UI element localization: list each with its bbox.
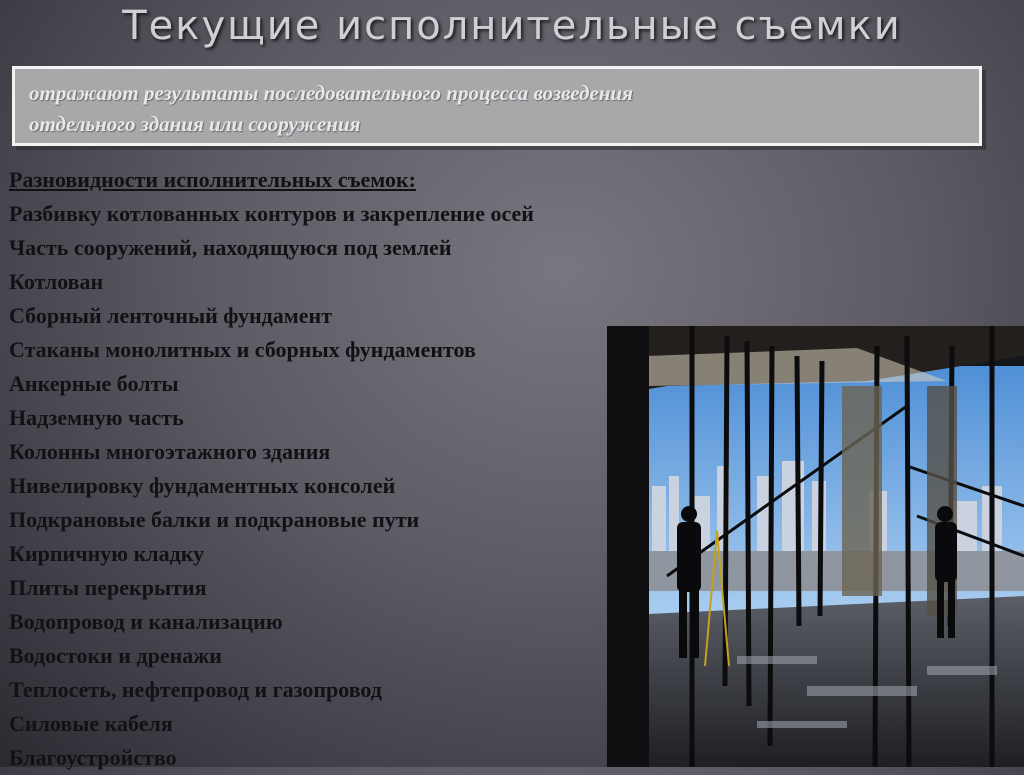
list-item: Анкерные болты	[9, 371, 179, 396]
list-item: Надземную часть	[9, 405, 184, 430]
construction-site-photo	[607, 326, 1024, 767]
definition-callout	[12, 66, 982, 146]
list-item: Благоустройство	[9, 745, 177, 770]
list-item: Колонны многоэтажного здания	[9, 439, 331, 464]
survey-types-list	[9, 163, 649, 775]
list-item: Разбивку котлованных контуров и закрепление осей	[9, 201, 534, 226]
list-item: Силовые кабеля	[9, 711, 173, 736]
list-item: Теплосеть, нефтепровод и газопровод	[9, 677, 382, 702]
callout-line-1: отражают результаты последовательного процесса возведения	[29, 81, 633, 105]
list-item: Водопровод и канализацию	[9, 609, 283, 634]
list-item: Кирпичную кладку	[9, 541, 205, 566]
slide-title: Текущие исполнительные съемки	[122, 3, 902, 49]
callout-line-2: отдельного здания или сооружения	[29, 112, 361, 136]
list-item: Нивелировку фундаментных консолей	[9, 473, 396, 498]
list-item: Стаканы монолитных и сборных фундаментов	[9, 337, 476, 362]
list-item: Сборный ленточный фундамент	[9, 303, 333, 328]
list-item: Водостоки и дренажи	[9, 643, 222, 668]
list-item: Подкрановые балки и подкрановые пути	[9, 507, 420, 532]
list-item: Котлован	[9, 269, 104, 294]
list-item: Плиты перекрытия	[9, 575, 207, 600]
list-item: Часть сооружений, находящуюся под землей	[9, 235, 452, 260]
list-heading: Разновидности исполнительных съемок:	[9, 167, 416, 192]
